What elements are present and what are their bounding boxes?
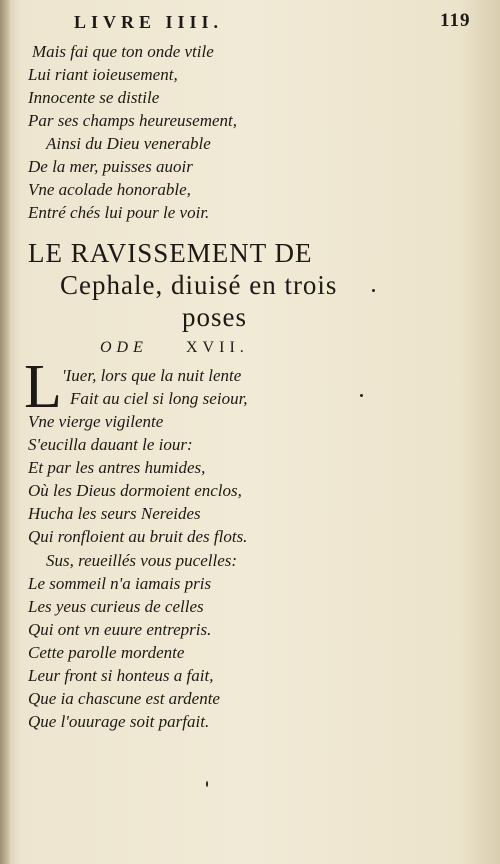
page-header — [0, 8, 500, 36]
verse-line: Mais fai que ton onde vtile — [32, 42, 214, 61]
verse-line: Ainsi du Dieu venerable — [46, 134, 211, 153]
verse-line: De la mer, puisses auoir — [28, 157, 193, 176]
verse-line: Entré chés lui pour le voir. — [28, 203, 210, 222]
verse-line: S'eucilla dauant le iour: — [28, 435, 193, 454]
verse-line: Que ia chascune est ardente — [28, 689, 220, 708]
ink-speck — [372, 289, 375, 292]
ode-heading — [100, 339, 249, 357]
verse-line: Où les Dieus dormoient enclos, — [28, 481, 242, 500]
title-line-1: LE RAVISSEMENT DE — [28, 238, 313, 268]
page-gutter-shadow — [0, 0, 10, 864]
verse-line: Lui riant ioieusement, — [28, 65, 178, 84]
ode-number: XVII. — [186, 339, 249, 356]
verse-line: Innocente se distile — [28, 88, 160, 107]
verse-line: 'Iuer, lors que la nuit lente — [62, 366, 242, 385]
verse-line: Qui ronfloient au bruit des flots. — [28, 527, 248, 546]
ink-speck — [206, 781, 208, 787]
verse-line: Qui ont vn euure entrepris. — [28, 620, 212, 639]
ink-speck — [360, 394, 363, 397]
verse-line: Fait au ciel si long seiour, — [70, 389, 248, 408]
verse-line: Vne vierge vigilente — [28, 412, 164, 431]
verse-line: Par ses champs heureusement, — [28, 111, 237, 130]
page-number: 119 — [440, 10, 471, 31]
verse-line: Vne acolade honorable, — [28, 180, 191, 199]
verse-line: Et par les antres humides, — [28, 458, 206, 477]
show-through-text — [300, 30, 490, 730]
verse-line: Que l'ouurage soit parfait. — [28, 712, 210, 731]
verse-line: Leur front si honteus a fait, — [28, 666, 214, 685]
drop-cap: L — [24, 353, 62, 421]
verse-line: Sus, reueillés vous pucelles: — [46, 551, 238, 570]
verse-line: Les yeus curieus de celles — [28, 597, 204, 616]
running-head: LIVRE IIII. — [74, 12, 224, 32]
verse-line: Hucha les seurs Nereides — [28, 504, 201, 523]
verse-line: Le sommeil n'a iamais pris — [28, 574, 212, 593]
title-line-3: poses — [182, 302, 247, 332]
verse-line: Cette parolle mordente — [28, 643, 185, 662]
ode-label: ODE — [100, 339, 148, 356]
title-line-2: Cephale, diuisé en trois — [60, 270, 338, 300]
